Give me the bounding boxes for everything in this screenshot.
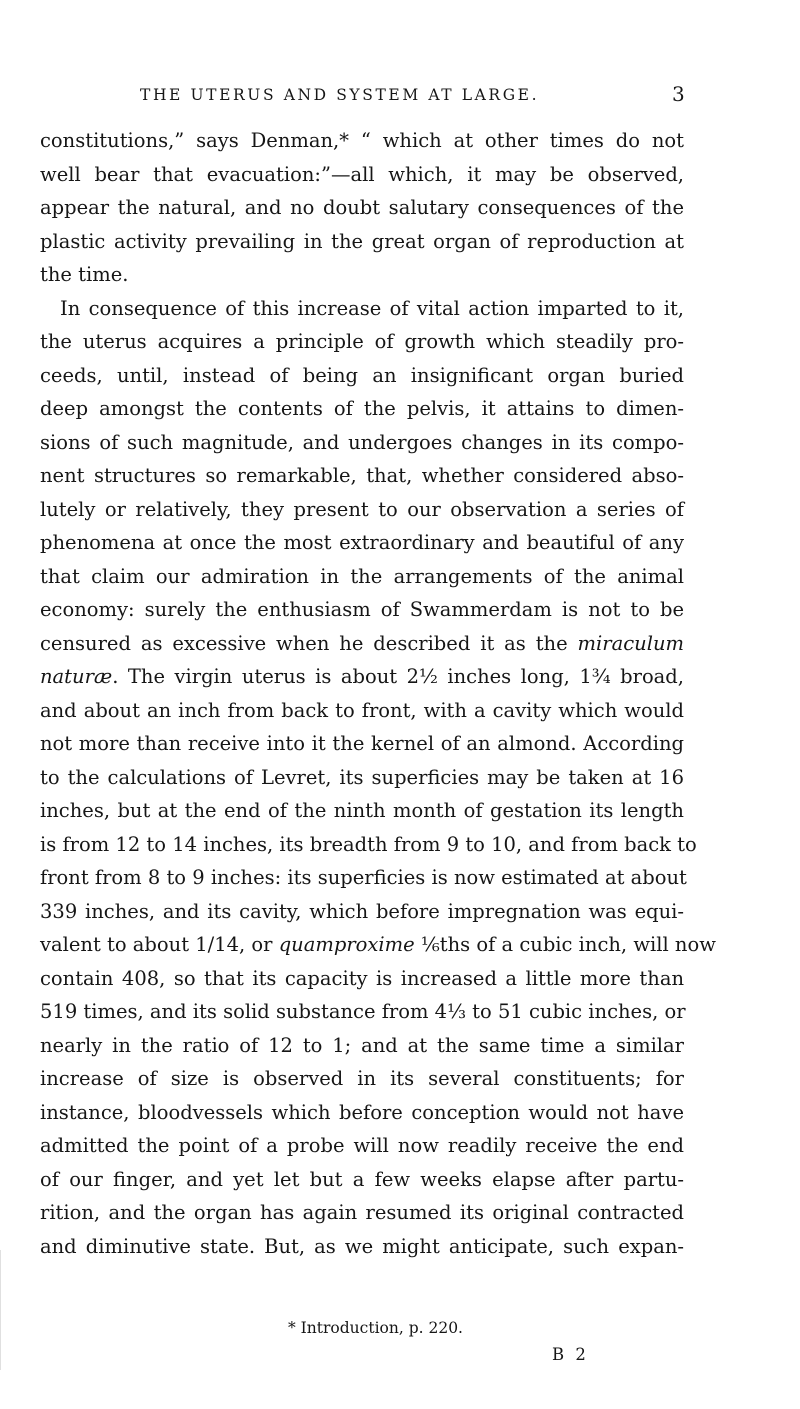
page-number: 3 bbox=[672, 82, 685, 106]
text-line: the time. bbox=[40, 263, 129, 286]
text-line: front from 8 to 9 inches: its superficies is now estimated at about bbox=[40, 866, 687, 889]
text-line: increase of size is observed in its several constituents; for bbox=[40, 1067, 684, 1090]
text-line: inches, but at the end of the ninth month of gestation its length bbox=[40, 799, 684, 822]
text-line: constitutions,” says Denman,* “ which at other times do not bbox=[40, 129, 684, 152]
text-line: appear the natural, and no doubt salutary consequences of the bbox=[40, 196, 684, 219]
page-edge-divider bbox=[0, 1250, 1, 1370]
text-line: 339 inches, and its cavity, which before impregnation was equi- bbox=[40, 899, 684, 923]
signature-mark: B 2 bbox=[552, 1345, 589, 1364]
running-head bbox=[0, 82, 800, 108]
text-line: is from 12 to 14 inches, its breadth from 9 to 10, and from back to bbox=[40, 832, 697, 856]
text-line: deep amongst the contents of the pelvis, it attains to dimen- bbox=[40, 397, 684, 420]
text-line: economy: surely the enthusiasm of Swammerdam is not to be bbox=[40, 598, 684, 621]
text-line: nent structures so remarkable, that, whether considered abso- bbox=[40, 464, 684, 487]
text-line: valent to about 1/14, or quamproxime ⅙ths of a cubic inch, will now bbox=[40, 933, 716, 956]
text-line: 519 times, and its solid substance from 4⅓ to 51 cubic inches, or bbox=[40, 1000, 686, 1023]
text-line: well bear that evacuation:”—all which, it may be observed, bbox=[40, 162, 684, 186]
running-head-title: THE UTERUS AND SYSTEM AT LARGE. bbox=[140, 86, 540, 104]
text-line: phenomena at once the most extraordinary and beautiful of any bbox=[40, 531, 684, 554]
text-line: nearly in the ratio of 12 to 1; and at the same time a similar bbox=[40, 1033, 684, 1057]
text-line: and about an inch from back to front, with a cavity which would bbox=[40, 698, 684, 722]
text-line: naturæ. The virgin uterus is about 2½ inches long, 1¾ broad, bbox=[40, 665, 684, 688]
footnote: * Introduction, p. 220. bbox=[288, 1319, 463, 1337]
text-line: the uterus acquires a principle of growth which steadily pro- bbox=[40, 330, 684, 353]
text-line: contain 408, so that its capacity is increased a little more than bbox=[40, 966, 684, 990]
text-line: ceeds, until, instead of being an insignificant organ buried bbox=[40, 363, 684, 387]
text-line: rition, and the organ has again resumed its original contracted bbox=[40, 1201, 684, 1224]
text-line: not more than receive into it the kernel of an almond. According bbox=[40, 732, 684, 755]
text-line: censured as excessive when he described it as the miraculum bbox=[40, 631, 684, 655]
text-line: instance, bloodvessels which before conception would not have bbox=[40, 1100, 684, 1124]
text-line: and diminutive state. But, as we might anticipate, such expan- bbox=[40, 1234, 684, 1258]
text-line: admitted the point of a probe will now readily receive the end bbox=[40, 1134, 684, 1157]
body-text bbox=[40, 124, 716, 1263]
text-line: In consequence of this increase of vital action imparted to it, bbox=[60, 296, 684, 320]
text-line: plastic activity prevailing in the great organ of reproduction at bbox=[40, 229, 684, 253]
text-line: that claim our admiration in the arrangements of the animal bbox=[40, 564, 684, 588]
text-line: of our finger, and yet let but a few weeks elapse after partu- bbox=[40, 1167, 684, 1191]
text-line: to the calculations of Levret, its superficies may be taken at 16 bbox=[40, 765, 684, 789]
text-line: sions of such magnitude, and undergoes changes in its compo- bbox=[40, 430, 684, 454]
text-line: lutely or relatively, they present to our observation a series of bbox=[40, 497, 684, 521]
